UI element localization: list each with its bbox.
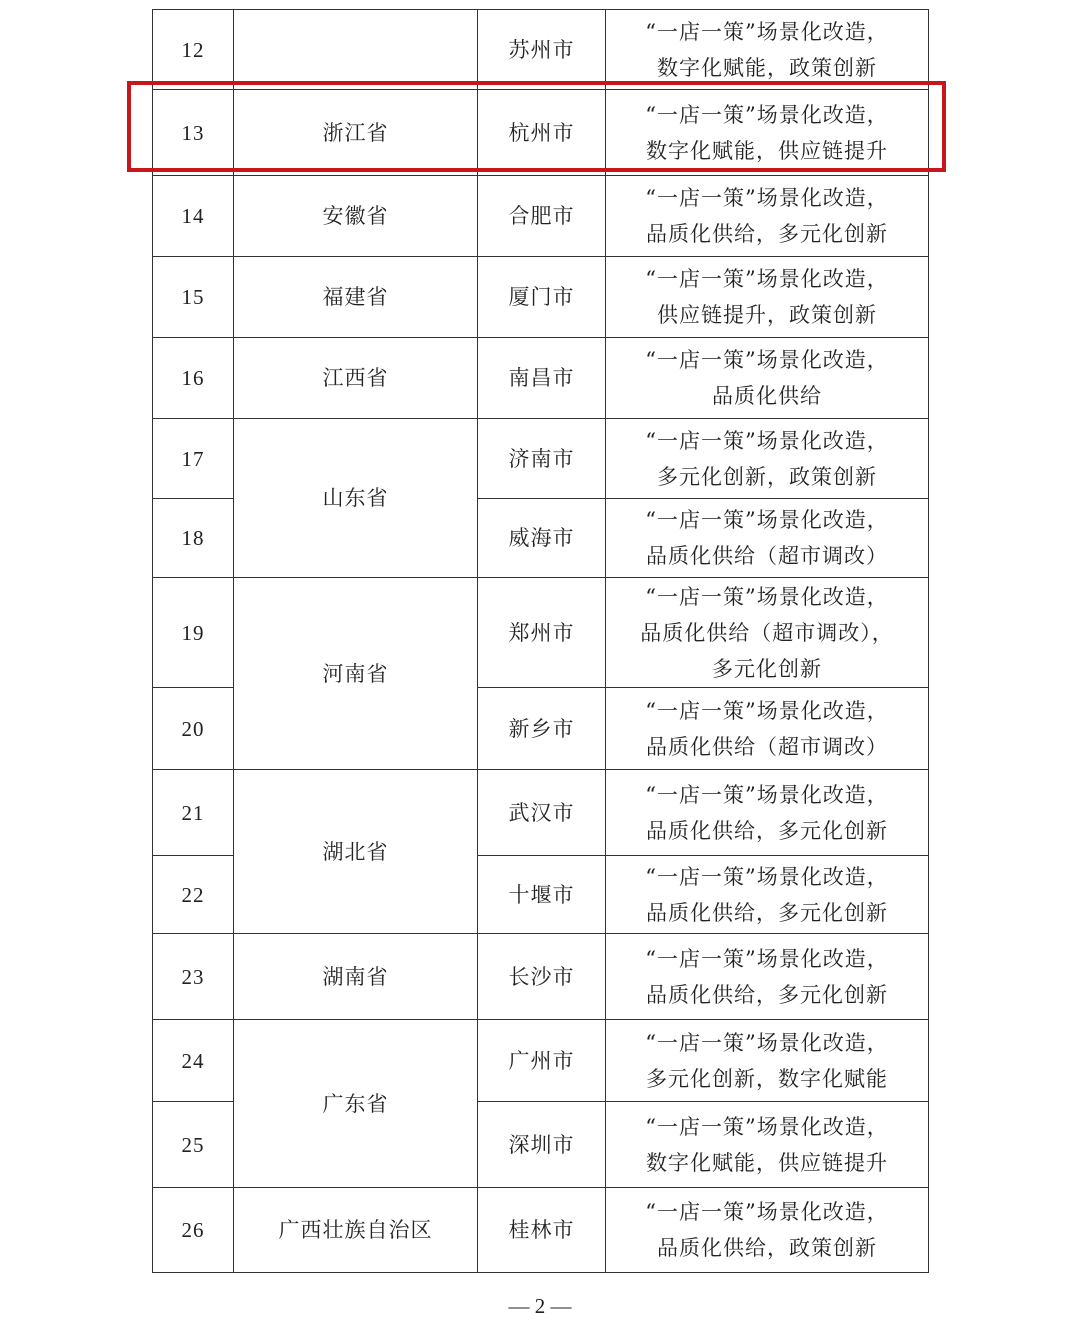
- city-cell: 武汉市: [478, 770, 606, 856]
- table-row: [153, 770, 929, 856]
- description-cell: “一店一策”场景化改造， 品质化供给，多元化创新: [606, 176, 929, 257]
- city-cell: 济南市: [478, 419, 606, 499]
- row-number: 12: [153, 10, 234, 90]
- description-cell: “一店一策”场景化改造， 品质化供给: [606, 338, 929, 419]
- city-cell: 南昌市: [478, 338, 606, 419]
- table-row: [153, 934, 929, 1020]
- table-row: [153, 257, 929, 338]
- row-number: 19: [153, 578, 234, 688]
- province-cell: 广东省: [234, 1020, 478, 1188]
- description-cell: “一店一策”场景化改造， 多元化创新，数字化赋能: [606, 1020, 929, 1102]
- province-cell: 安徽省: [234, 176, 478, 257]
- description-cell: “一店一策”场景化改造， 品质化供给（超市调改）: [606, 688, 929, 770]
- description-cell: “一店一策”场景化改造， 数字化赋能，政策创新: [606, 10, 929, 90]
- province-cell: 山东省: [234, 419, 478, 578]
- city-cell: 厦门市: [478, 257, 606, 338]
- row-number: 24: [153, 1020, 234, 1102]
- table-row: [153, 1020, 929, 1102]
- row-number: 16: [153, 338, 234, 419]
- province-cell: 湖南省: [234, 934, 478, 1020]
- city-cell: 苏州市: [478, 10, 606, 90]
- province-cell: 广西壮族自治区: [234, 1188, 478, 1273]
- row-number: 17: [153, 419, 234, 499]
- province-cell: 江西省: [234, 338, 478, 419]
- row-number: 21: [153, 770, 234, 856]
- row-number: 26: [153, 1188, 234, 1273]
- description-cell: “一店一策”场景化改造， 数字化赋能，供应链提升: [606, 1102, 929, 1188]
- row-number: 22: [153, 856, 234, 934]
- city-cell: 深圳市: [478, 1102, 606, 1188]
- page-number: — 2 —: [508, 1294, 572, 1318]
- city-cell: 郑州市: [478, 578, 606, 688]
- table-row: [153, 1188, 929, 1273]
- city-cell: 广州市: [478, 1020, 606, 1102]
- table-row: [153, 10, 929, 90]
- province-cell: 福建省: [234, 257, 478, 338]
- description-cell: “一店一策”场景化改造， 供应链提升，政策创新: [606, 257, 929, 338]
- description-cell: “一店一策”场景化改造， 数字化赋能，供应链提升: [606, 90, 929, 176]
- city-cell: 桂林市: [478, 1188, 606, 1273]
- description-cell: “一店一策”场景化改造， 品质化供给，多元化创新: [606, 856, 929, 934]
- description-cell: “一店一策”场景化改造， 品质化供给，政策创新: [606, 1188, 929, 1273]
- description-cell: “一店一策”场景化改造， 品质化供给（超市调改）， 多元化创新: [606, 578, 929, 688]
- row-number: 13: [153, 90, 234, 176]
- province-cell: [234, 10, 478, 90]
- city-cell: 威海市: [478, 499, 606, 578]
- city-cell: 合肥市: [478, 176, 606, 257]
- highlight-box: [127, 81, 946, 172]
- table-row: [153, 176, 929, 257]
- province-cell: 河南省: [234, 578, 478, 770]
- row-number: 23: [153, 934, 234, 1020]
- table-row: [153, 578, 929, 688]
- row-number: 14: [153, 176, 234, 257]
- table-row: [153, 338, 929, 419]
- city-cell: 长沙市: [478, 934, 606, 1020]
- city-cell: 新乡市: [478, 688, 606, 770]
- cities-table: [152, 9, 929, 1273]
- row-number: 18: [153, 499, 234, 578]
- province-cell: 湖北省: [234, 770, 478, 934]
- description-cell: “一店一策”场景化改造， 多元化创新，政策创新: [606, 419, 929, 499]
- table-row: [153, 419, 929, 499]
- description-cell: “一店一策”场景化改造， 品质化供给（超市调改）: [606, 499, 929, 578]
- description-cell: “一店一策”场景化改造， 品质化供给，多元化创新: [606, 770, 929, 856]
- row-number: 15: [153, 257, 234, 338]
- city-cell: 十堰市: [478, 856, 606, 934]
- city-cell: 杭州市: [478, 90, 606, 176]
- province-cell: 浙江省: [234, 90, 478, 176]
- row-number: 25: [153, 1102, 234, 1188]
- description-cell: “一店一策”场景化改造， 品质化供给，多元化创新: [606, 934, 929, 1020]
- row-number: 20: [153, 688, 234, 770]
